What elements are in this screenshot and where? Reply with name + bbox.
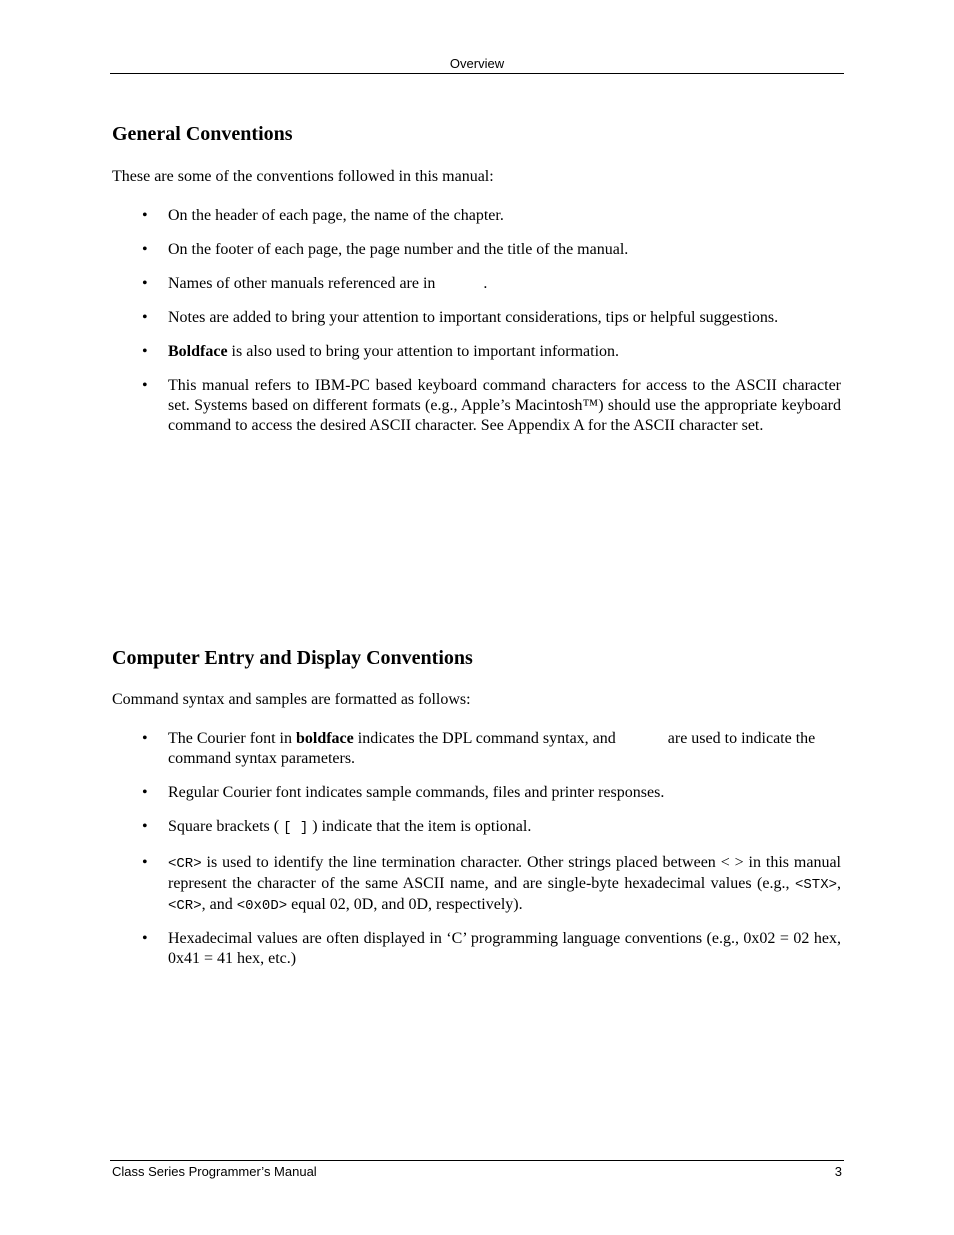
footer-rule: [110, 1160, 844, 1161]
bullet-icon: •: [142, 275, 148, 292]
bullet-icon: •: [142, 241, 148, 258]
bullet-icon: •: [142, 309, 148, 326]
section-heading-computer: Computer Entry and Display Conventions: [112, 647, 473, 669]
section-heading-general: General Conventions: [112, 123, 293, 145]
list-item: • Notes are added to bring your attention to important considerations, tips or helpful suggestions.: [142, 309, 779, 326]
list-item: • Boldface is also used to bring your attention to important information.: [142, 343, 620, 360]
page-number: 3: [834, 1164, 842, 1179]
list-item: • Square brackets ( [ ] ) indicate that the item is optional.: [142, 818, 532, 836]
bullet-icon: •: [142, 343, 148, 360]
bullet-icon: •: [142, 818, 148, 835]
list-item: • Hexadecimal values are often displayed in ‘C’ programming language conventions (e.g., 0x02 = 02 hex, 0x41 = 41 hex, etc.): [142, 930, 841, 967]
running-header: Overview: [449, 56, 505, 71]
section-intro-general: These are some of the conventions followed in this manual:: [112, 168, 494, 185]
list-item: • Regular Courier font indicates sample commands, files and printer responses.: [142, 784, 665, 801]
bullet-icon: •: [142, 730, 148, 747]
header-rule: [110, 73, 844, 74]
list-item: • On the header of each page, the name of the chapter.: [142, 207, 504, 224]
list-item: • On the footer of each page, the page number and the title of the manual.: [142, 241, 629, 258]
list-item: • This manual refers to IBM-PC based keyboard command characters for access to the ASCII character set. Systems based on different formats (e.g., Apple’s Macintosh™) should use the appropriate keyboard command to access the desired ASCII character. See Appendix A for the ASCII character set.: [142, 377, 841, 434]
bullet-icon: •: [142, 854, 148, 871]
list-item: • The Courier font in boldface indicates the DPL command syntax, and are used to indicate the command syntax parameters.: [142, 730, 816, 767]
list-item: • <CR> is used to identify the line termination character. Other strings placed between < > in this manual represent the character of the same ASCII name, and are single-byte hexadecimal values (e.g., <STX>, <CR>, and <0x0D> equal 02, 0D, and 0D, respectively).: [142, 854, 841, 914]
bullet-icon: •: [142, 207, 148, 224]
bullet-icon: •: [142, 377, 148, 394]
bullet-icon: •: [142, 930, 148, 947]
footer-manual-title: Class Series Programmer’s Manual: [112, 1164, 317, 1179]
bullet-icon: •: [142, 784, 148, 801]
section-intro-computer: Command syntax and samples are formatted as follows:: [112, 691, 471, 708]
list-item: • Names of other manuals referenced are in .: [142, 275, 488, 292]
